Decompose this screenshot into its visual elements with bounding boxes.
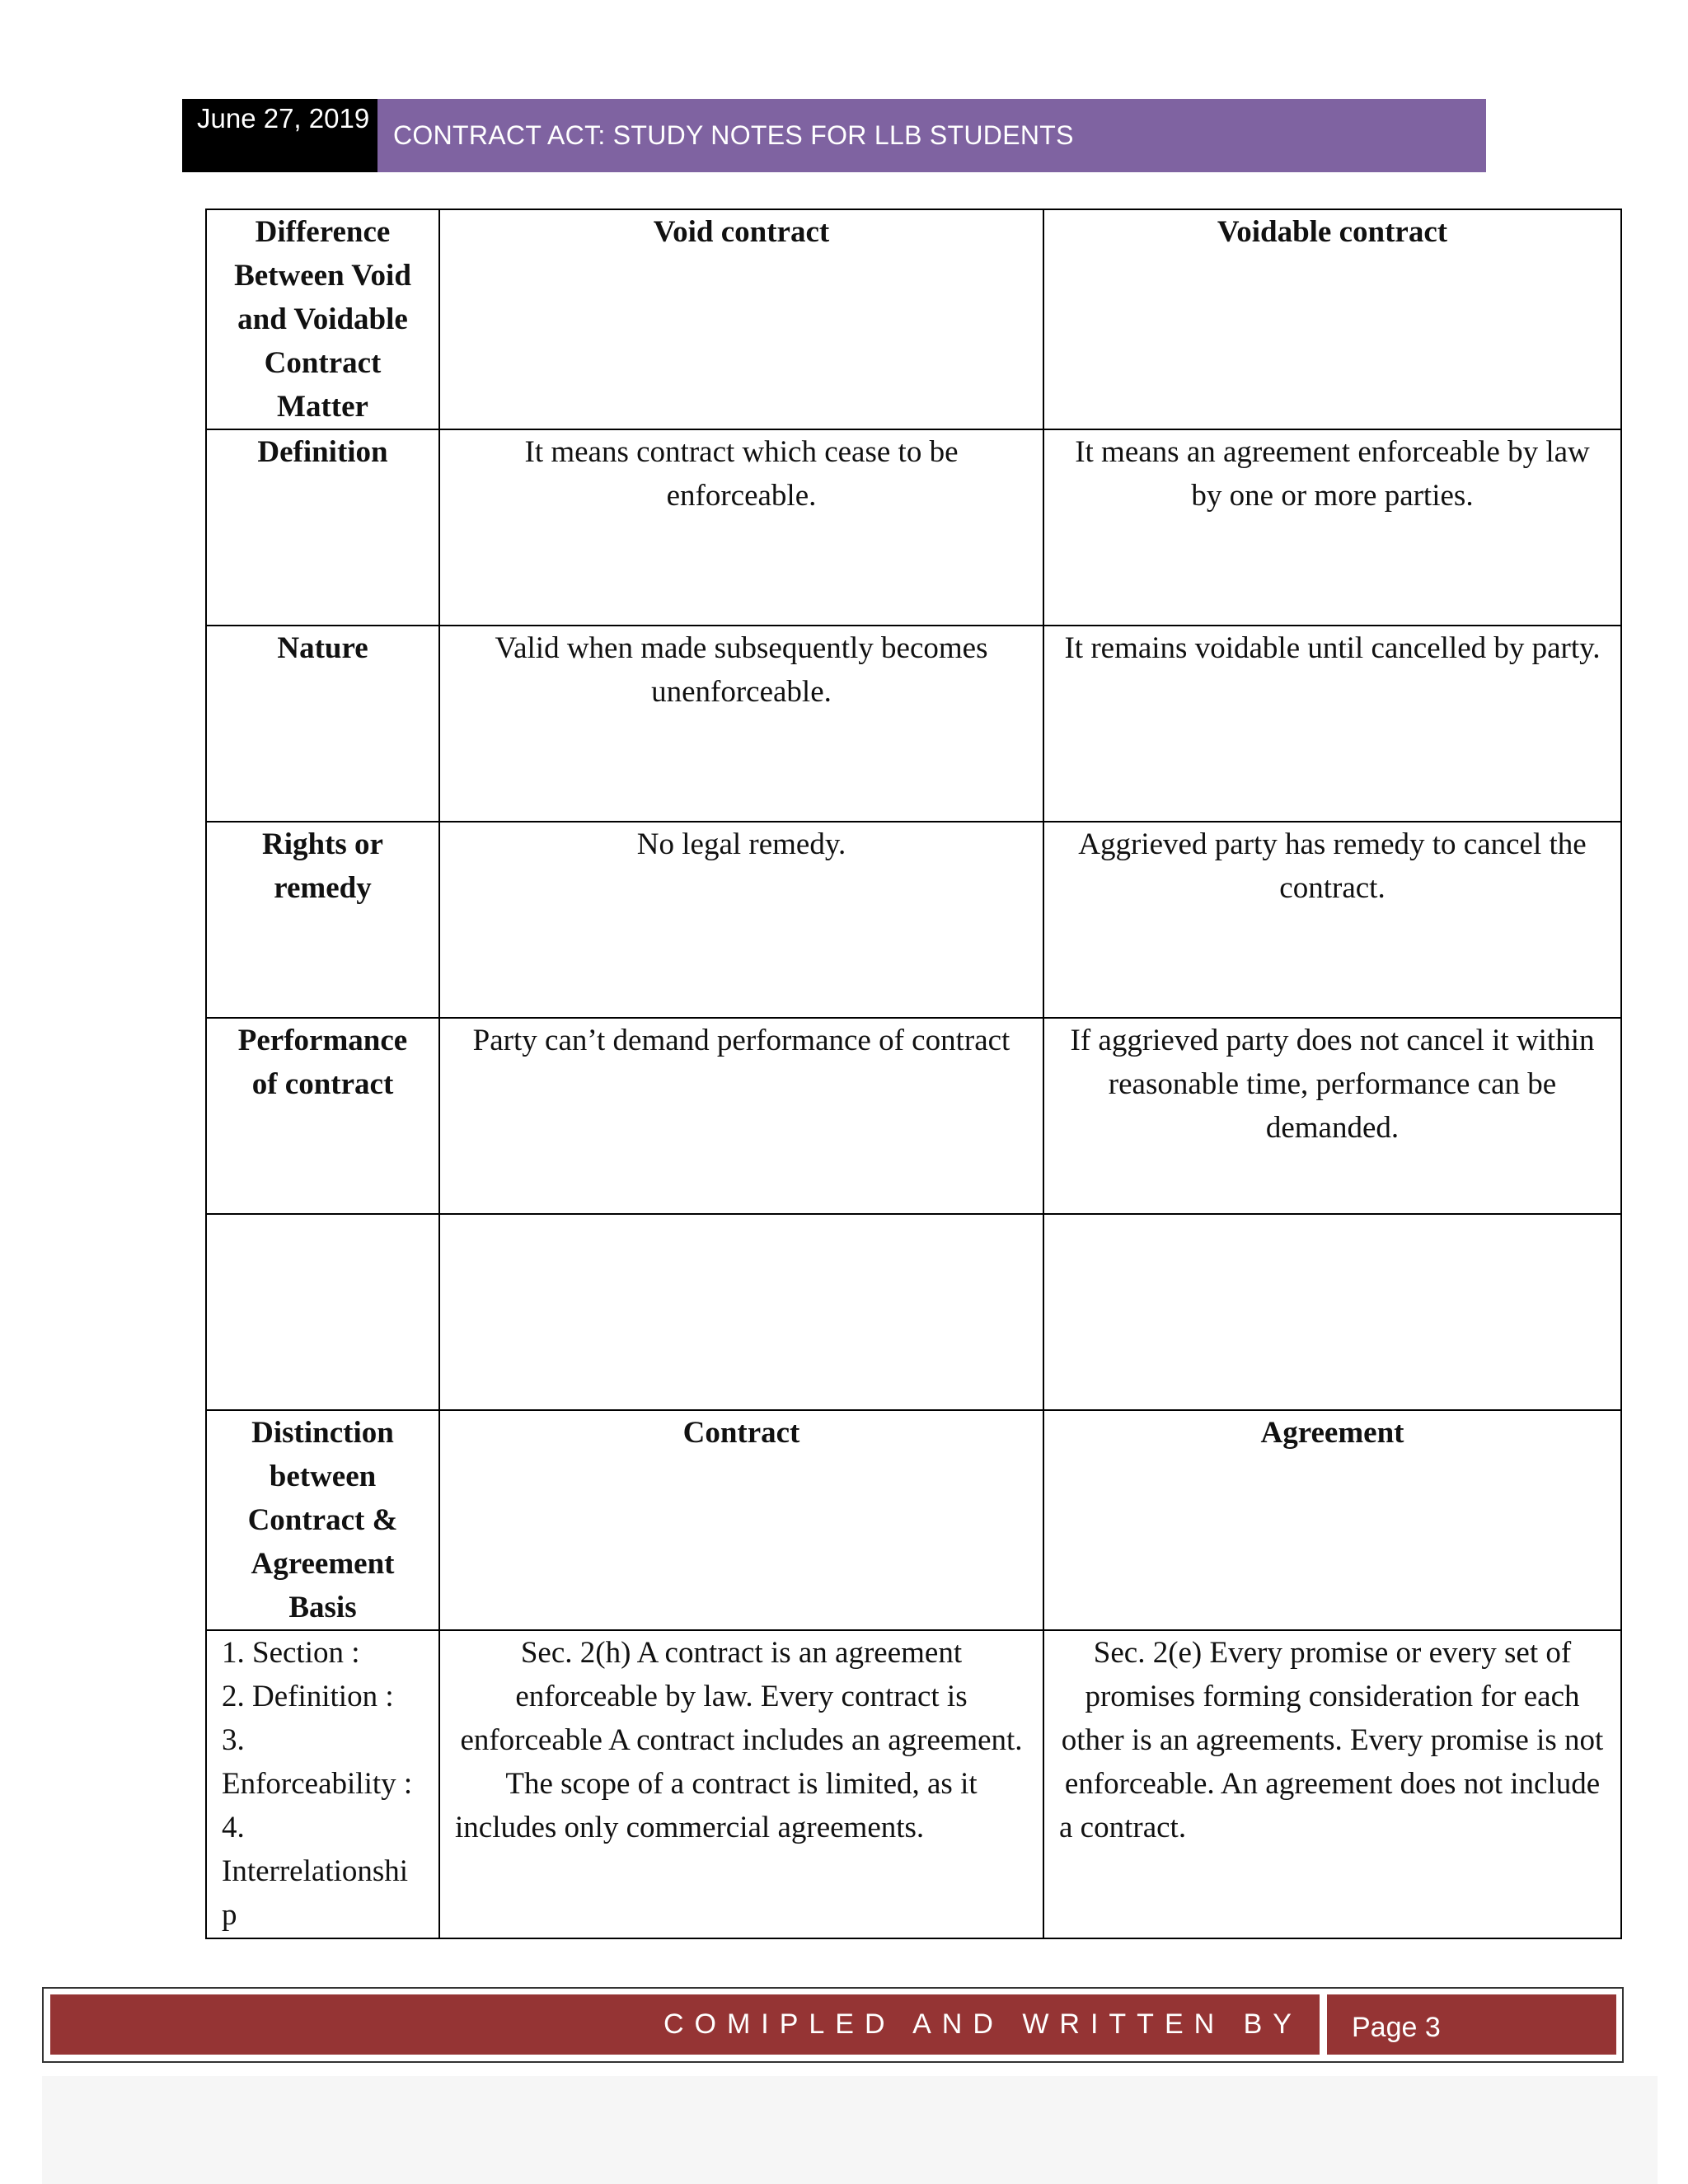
header-date: June 27, 2019 — [182, 99, 377, 172]
table-row — [206, 1018, 1621, 1214]
row-void-cell: It means contract which cease to be enforceable. — [439, 429, 1043, 626]
empty-cell — [206, 1214, 439, 1410]
row-basis-cell: Nature — [206, 626, 439, 822]
distinction-details-row — [206, 1630, 1621, 1938]
basis-line: 2. Definition : — [222, 1680, 394, 1713]
distinction-basis-cell: Distinction between Contract & Agreement Basis — [206, 1410, 439, 1630]
agreement-details-cell: Sec. 2(e) Every promise or every set of promises forming consideration for each other is an agreements. Every promise is not enforceable. An agreement does not include a contract. — [1043, 1630, 1621, 1938]
header-voidable-cell: Voidable contract — [1043, 209, 1621, 429]
row-basis-cell: Definition — [206, 429, 439, 626]
table-row — [206, 429, 1621, 626]
empty-cell — [1043, 1214, 1621, 1410]
empty-cell — [439, 1214, 1043, 1410]
page-number: Page 3 — [1352, 2012, 1441, 2043]
row-voidable-cell: If aggrieved party does not cancel it within reasonable time, performance can be demanded. — [1043, 1018, 1621, 1214]
table-row — [206, 822, 1621, 1018]
row-void-cell: Party can’t demand performance of contract — [439, 1018, 1043, 1214]
table-row — [206, 626, 1621, 822]
basis-line: Enforceability : — [222, 1767, 413, 1801]
basis-line: Interrelationshi — [222, 1854, 409, 1888]
comparison-table — [205, 209, 1622, 1939]
agreement-header-cell: Agreement — [1043, 1410, 1621, 1630]
footer-divider — [1320, 1990, 1327, 2060]
contract-details-cell: Sec. 2(h) A contract is an agreement enforceable by law. Every contract is enforceable A contract includes an agreement. The scope of a contract is limited, as it includes only commercial agreements. — [439, 1630, 1043, 1938]
distinction-header-row — [206, 1410, 1621, 1630]
bottom-shade — [42, 2076, 1658, 2184]
header-title: CONTRACT ACT: STUDY NOTES FOR LLB STUDENTS — [377, 99, 1486, 172]
row-voidable-cell: It means an agreement enforceable by law by one or more parties. — [1043, 429, 1621, 626]
basis-line: p — [222, 1898, 237, 1932]
page-header — [182, 99, 1486, 172]
footer-credit: COMIPLED AND WRITTEN BY — [663, 2008, 1302, 2040]
row-voidable-cell: It remains voidable until cancelled by party. — [1043, 626, 1621, 822]
row-voidable-cell: Aggrieved party has remedy to cancel the contract. — [1043, 822, 1621, 1018]
header-void-cell: Void contract — [439, 209, 1043, 429]
basis-line: 1. Section : — [222, 1636, 360, 1670]
row-basis-cell: Rights or remedy — [206, 822, 439, 1018]
row-basis-cell: Performance of contract — [206, 1018, 439, 1214]
header-basis-cell: Difference Between Void and Voidable Contract Matter — [206, 209, 439, 429]
distinction-basis-list — [206, 1630, 439, 1938]
row-void-cell: Valid when made subsequently becomes unenforceable. — [439, 626, 1043, 822]
empty-table-row — [206, 1214, 1621, 1410]
basis-line: 4. — [222, 1811, 245, 1844]
contract-header-cell: Contract — [439, 1410, 1043, 1630]
table-header-row — [206, 209, 1621, 429]
row-void-cell: No legal remedy. — [439, 822, 1043, 1018]
basis-line: 3. — [222, 1723, 245, 1757]
